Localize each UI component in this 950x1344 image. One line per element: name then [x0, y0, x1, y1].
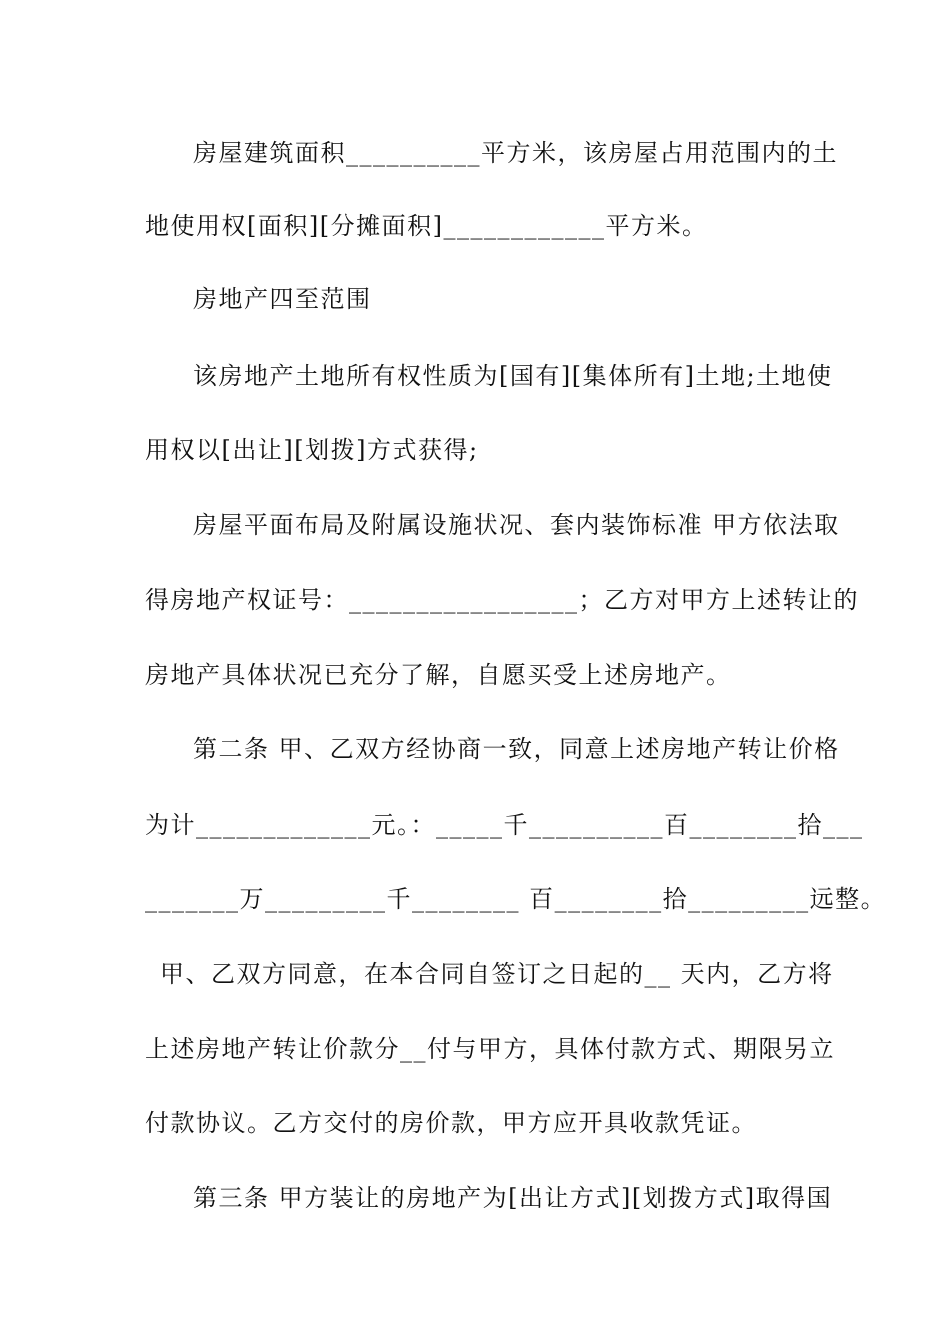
paragraph-line: 该房地产土地所有权性质为[国有][集体所有]土地;土地使 — [193, 362, 833, 390]
paragraph-line: 房屋平面布局及附属设施状况、套内装饰标准 甲方依法取 — [193, 511, 840, 539]
paragraph-line: 甲、乙双方同意，在本合同自签订之日起的__ 天内，乙方将 — [160, 960, 834, 988]
paragraph-line: 第二条 甲、乙双方经协商一致，同意上述房地产转让价格 — [193, 735, 840, 763]
section-heading: 房地产四至范围 — [193, 285, 372, 313]
paragraph-line: 地使用权[面积][分摊面积]____________平方米。 — [145, 212, 708, 240]
paragraph-line: 第三条 甲方装让的房地产为[出让方式][划拨方式]取得国 — [193, 1184, 833, 1212]
paragraph-line: 上述房地产转让价款分__付与甲方，具体付款方式、期限另立 — [145, 1035, 835, 1063]
paragraph-line: 用权以[出让][划拨]方式获得; — [145, 436, 479, 464]
paragraph-line: 付款协议。乙方交付的房价款，甲方应开具收款凭证。 — [145, 1109, 757, 1137]
paragraph-line: 得房地产权证号：_________________；乙方对甲方上述转让的 — [145, 586, 859, 614]
paragraph-line: 房屋建筑面积__________平方米，该房屋占用范围内的土 — [193, 139, 838, 167]
paragraph-line: 房地产具体状况已充分了解，自愿买受上述房地产。 — [145, 661, 732, 689]
paragraph-line: 为计_____________元。：_____千__________百________拾___ — [145, 811, 864, 839]
paragraph-line: _______万_________千________ 百________拾_________远整。 — [145, 885, 887, 913]
